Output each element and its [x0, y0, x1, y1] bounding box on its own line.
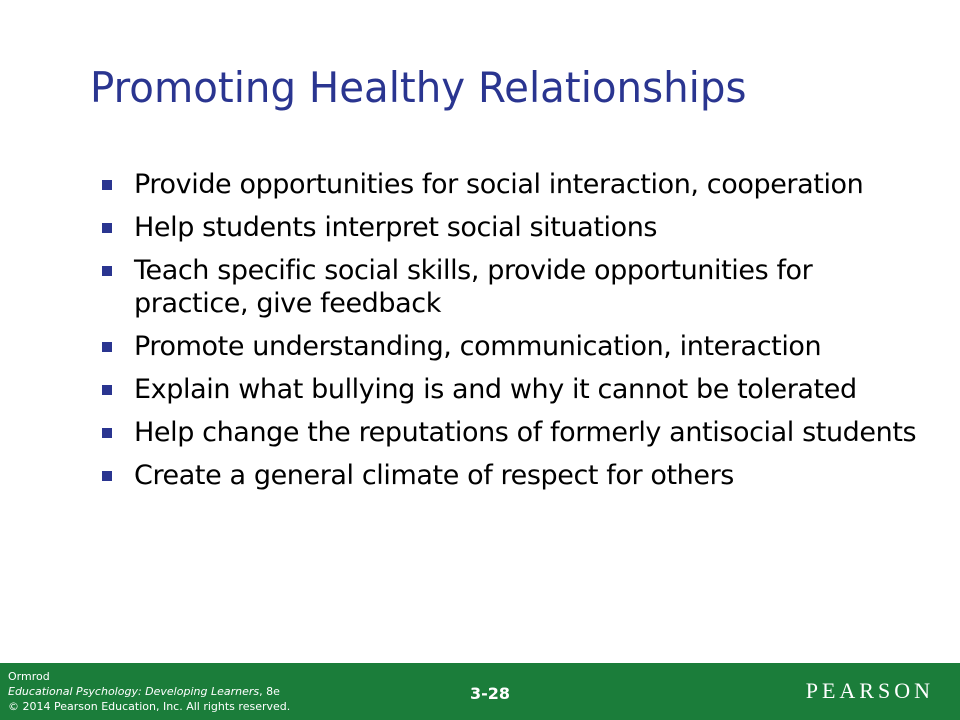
bullet-list — [102, 168, 932, 502]
bullet-item — [102, 211, 932, 244]
footer-edition: , 8e — [259, 685, 280, 698]
bullet-text: Promote understanding, communication, interaction — [134, 331, 822, 362]
bullet-item — [102, 416, 932, 449]
bullet-item — [102, 168, 932, 201]
square-bullet-icon — [102, 385, 112, 395]
bullet-item — [102, 254, 932, 320]
bullet-item — [102, 330, 932, 363]
bullet-item — [102, 373, 932, 406]
footer-credit — [8, 669, 290, 714]
bullet-text: Help students interpret social situations — [134, 212, 658, 243]
square-bullet-icon — [102, 428, 112, 438]
footer-book-title: Educational Psychology: Developing Learners — [8, 685, 260, 698]
footer-book-line — [8, 684, 290, 699]
square-bullet-icon — [102, 342, 112, 352]
slide-title: Promoting Healthy Relationships — [90, 63, 747, 112]
bullet-text: Explain what bullying is and why it cannot be tolerated — [134, 374, 857, 405]
bullet-item — [102, 459, 932, 492]
bullet-text: Help change the reputations of formerly antisocial students — [134, 417, 917, 448]
square-bullet-icon — [102, 223, 112, 233]
footer-author: Ormrod — [8, 670, 50, 683]
footer-bar — [0, 663, 960, 720]
square-bullet-icon — [102, 180, 112, 190]
footer-copyright: © 2014 Pearson Education, Inc. All rights reserved. — [8, 700, 291, 713]
bullet-text: Teach specific social skills, provide opportunities for practice, give feedback — [134, 255, 813, 319]
square-bullet-icon — [102, 471, 112, 481]
slide-number: 3-28 — [470, 684, 511, 703]
pearson-logo: PEARSON — [805, 678, 934, 703]
square-bullet-icon — [102, 266, 112, 276]
bullet-text: Create a general climate of respect for others — [134, 460, 734, 491]
bullet-text: Provide opportunities for social interaction, cooperation — [134, 169, 864, 200]
